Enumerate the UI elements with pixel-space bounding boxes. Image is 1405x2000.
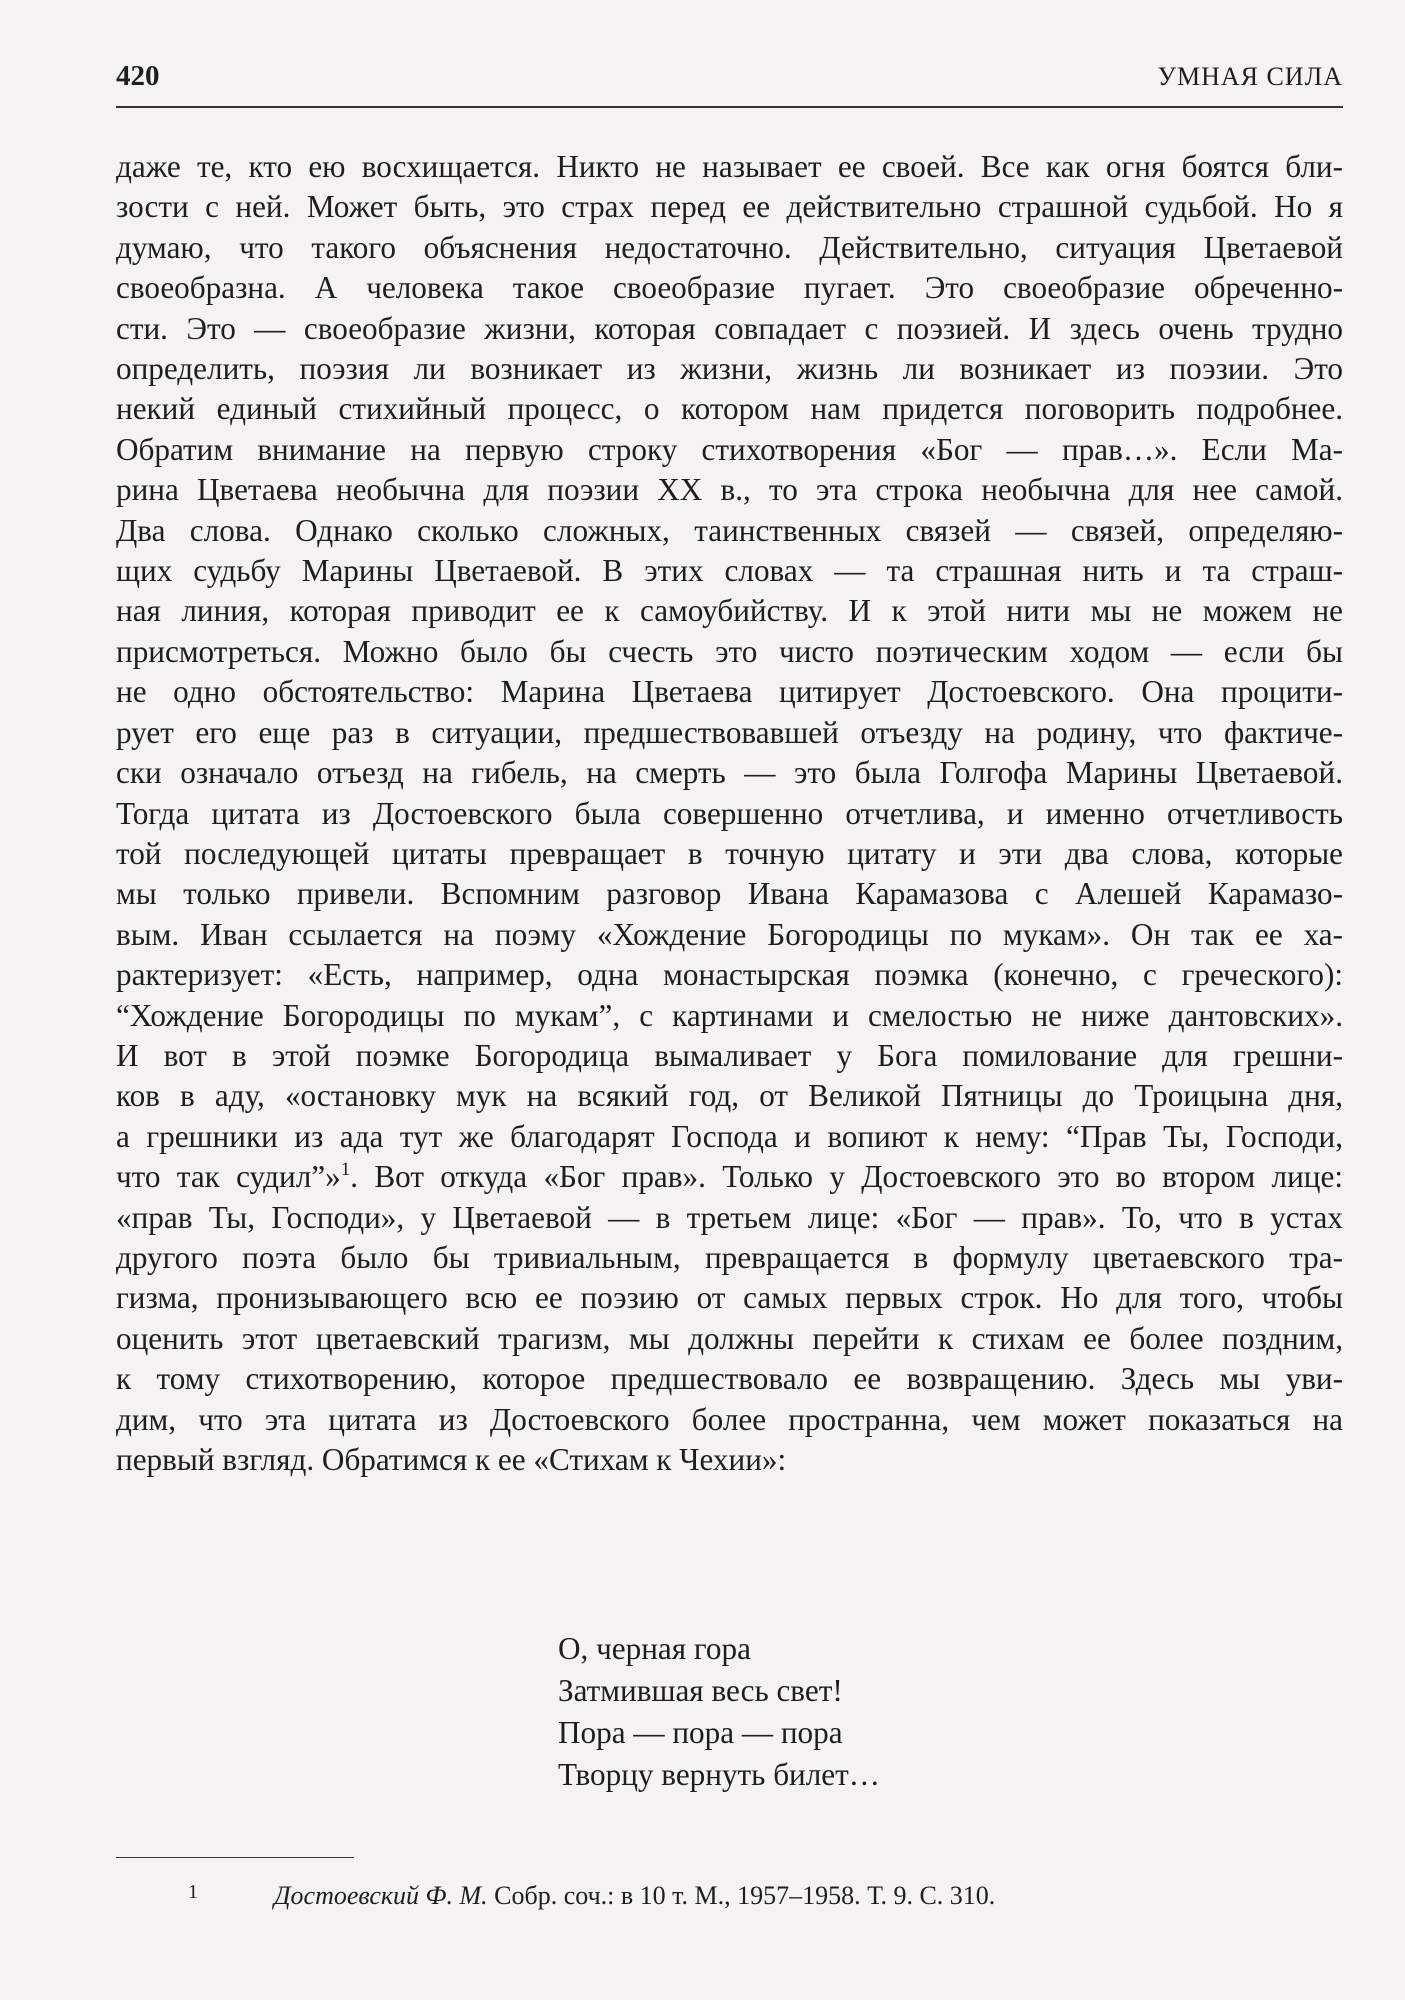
poem-verse: Пора — пора — пора: [558, 1715, 843, 1750]
poem-verse: Творцу вернуть билет…: [558, 1757, 880, 1792]
text-line: мы только привели. Вспомним разговор Ивана Карамазова с Алешей Карамазо-: [116, 876, 1343, 912]
text-line: определить, поэзия ли возникает из жизни, жизнь ли возникает из поэзии. Это: [116, 351, 1343, 387]
text-line: рина Цветаева необычна для поэзии XX в., то эта строка необычна для нее самой.: [116, 472, 1343, 508]
page-number: 420: [116, 60, 160, 92]
text-line: той последующей цитаты превращает в точную цитату и эти два слова, которые: [116, 835, 1343, 871]
text-line: дим, что эта цитата из Достоевского более пространна, чем может показаться на: [116, 1401, 1343, 1437]
text-line: Тогда цитата из Достоевского была совершенно отчетлива, и именно отчетливость: [116, 795, 1343, 831]
text-line: гизма, пронизывающего всю ее поэзию от самых первых строк. Но для того, чтобы: [116, 1280, 1343, 1316]
footnote-reference[interactable]: 1: [340, 1159, 351, 1181]
text-line: даже те, кто ею восхищается. Никто не называет ее своей. Все как огня боятся бли-: [116, 149, 1343, 184]
page-header: [116, 52, 1343, 108]
footnote-text: Собр. соч.: в 10 т. М., 1957–1958. Т. 9. С. 310.: [487, 1881, 996, 1910]
text-line: некий единый стихийный процесс, о котором нам придется поговорить подробнее.: [116, 391, 1343, 427]
body-text: [116, 147, 1343, 1480]
text-line-with-footnote: [116, 1157, 1343, 1197]
footnote-author: Достоевский Ф. М.: [274, 1881, 488, 1910]
text-line: присмотреться. Можно было бы счесть это чисто поэтическим ходом — если бы: [116, 633, 1343, 669]
text-line: оценить этот цветаевский трагизм, мы должны перейти к стихам ее более поздним,: [116, 1320, 1343, 1356]
text-line: рует его еще раз в ситуации, предшествовавшей отъезду на родину, что фактиче-: [116, 714, 1343, 750]
text-fragment: что так судил”»: [116, 1159, 341, 1195]
text-line: ски означало отъезд на гибель, на смерть — это была Голгофа Марины Цветаевой.: [116, 755, 1343, 791]
text-line: своеобразна. А человека такое своеобразие пугает. Это своеобразие обреченно-: [116, 270, 1343, 306]
text-line: Два слова. Однако сколько сложных, таинственных связей — связей, определяю-: [116, 512, 1343, 548]
text-line: первый взгляд. Обратимся к ее «Стихам к Чехии»:: [116, 1442, 787, 1477]
poem-quote: [558, 1628, 880, 1796]
text-line: другого поэта было бы тривиальным, превращается в формулу цветаевского тра-: [116, 1239, 1343, 1275]
text-line: думаю, что такого объяснения недостаточно. Действительно, ситуация Цветаевой: [116, 229, 1343, 265]
poem-verse: Затмившая весь свет!: [558, 1673, 843, 1708]
text-line: “Хождение Богородицы по мукам”, с картинами и смелостью не ниже дантовских».: [116, 997, 1343, 1033]
running-title: УМНАЯ СИЛА: [1157, 62, 1343, 91]
text-line: зости с ней. Может быть, это страх перед ее действительно страшной судьбой. Но я: [116, 189, 1343, 225]
text-line: не одно обстоятельство: Марина Цветаева цитирует Достоевского. Она процити-: [116, 674, 1343, 710]
text-line: щих судьбу Марины Цветаевой. В этих словах — та страшная нить и та страш-: [116, 553, 1343, 589]
text-line: вым. Иван ссылается на поэму «Хождение Богородицы по мукам». Он так ее ха-: [116, 916, 1343, 952]
text-line: «прав Ты, Господи», у Цветаевой — в третьем лице: «Бог — прав». То, что в устах: [116, 1199, 1343, 1235]
text-line: ков в аду, «остановку мук на всякий год, от Великой Пятницы до Троицына дня,: [116, 1078, 1343, 1114]
text-line: Обратим внимание на первую строку стихотворения «Бог — прав…». Если Ма-: [116, 431, 1343, 467]
poem-verse: О, черная гора: [558, 1631, 751, 1666]
text-line: ная линия, которая приводит ее к самоубийству. И к этой нити мы не можем не: [116, 593, 1343, 629]
text-line: сти. Это — своеобразие жизни, которая совпадает с поэзией. И здесь очень трудно: [116, 310, 1343, 346]
text-line: а грешники из ада тут же благодарят Господа и вопиют к нему: “Прав Ты, Господи,: [116, 1118, 1343, 1154]
text-line: И вот в этой поэмке Богородица вымаливает у Бога помилование для грешни-: [116, 1037, 1343, 1073]
footnote-divider: [116, 1857, 354, 1858]
text-fragment: . Вот откуда «Бог прав». Только у Достоевского это во втором лице:: [350, 1159, 1344, 1195]
text-line: к тому стихотворению, которое предшествовало ее возвращению. Здесь мы уви-: [116, 1361, 1343, 1397]
footnote-number: 1: [188, 1881, 198, 1903]
footnote: [116, 1875, 1343, 1913]
text-line: рактеризует: «Есть, например, одна монастырская поэмка (конечно, с греческого):: [116, 957, 1343, 993]
